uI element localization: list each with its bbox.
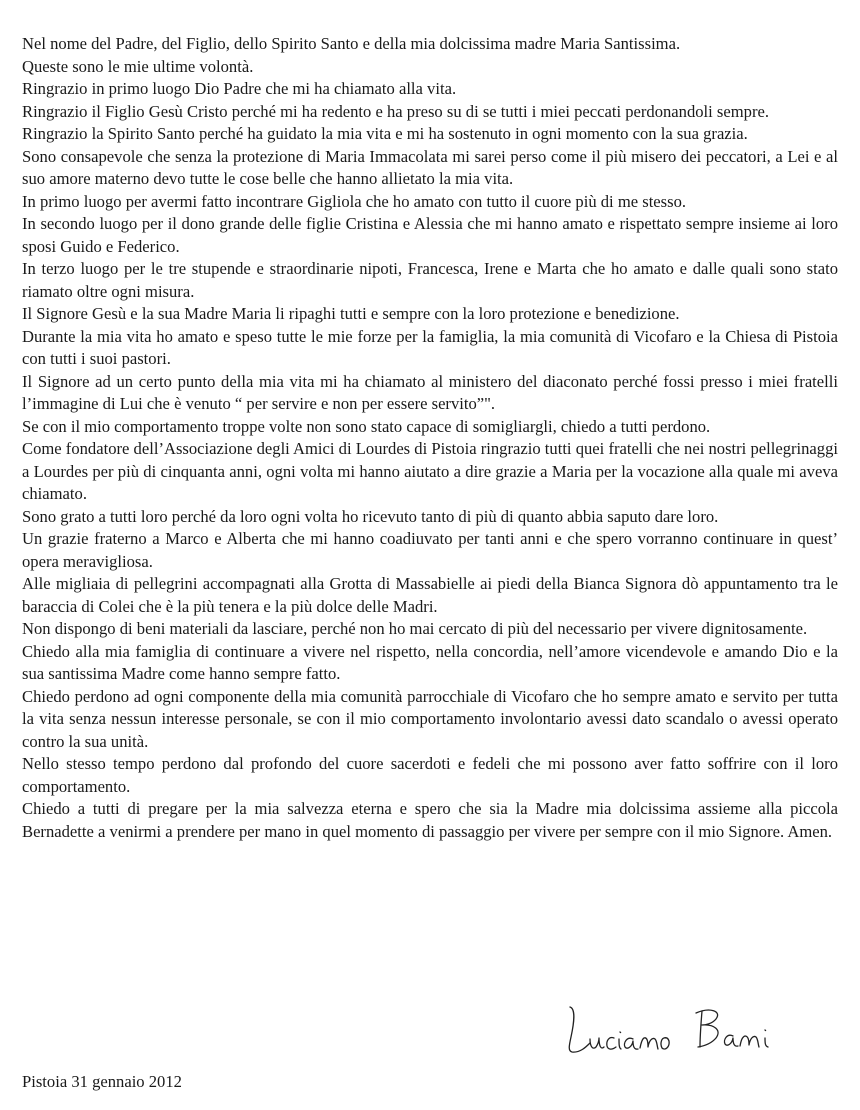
paragraph: Sono grato a tutti loro perché da loro ogni volta ho ricevuto tanto di più di quanto abbia saputo dare loro. (22, 506, 719, 526)
paragraph: Chiedo alla mia famiglia di continuare a vivere nel rispetto, nella concordia, nell’amore vicendevole e amando Dio e la sua santissima Madre come hanno sempre fatto. (22, 641, 838, 683)
place-date: Pistoia 31 gennaio 2012 (22, 1072, 182, 1091)
paragraph: In terzo luogo per le tre stupende e straordinarie nipoti, Francesca, Irene e Marta che ho amato e dalle quali sono stato riamato oltre ogni misura. (22, 259, 838, 301)
paragraph: Chiedo perdono ad ogni componente della mia comunità parrocchiale di Vicofaro che ho sempre amato e servito per tutta la vita senza nessun interesse personale, se con il mio comportamento involontario avessi dato scandalo o avessi operato contro la sua unità. (22, 686, 838, 751)
paragraph: Durante la mia vita ho amato e speso tutte le mie forze per la famiglia, la mia comunità di Vicofaro e la Chiesa di Pistoia con tutti i suoi pastori. (22, 326, 838, 368)
paragraph: Come fondatore dell’Associazione degli Amici di Lourdes di Pistoia ringrazio tutti quei fratelli che nei nostri pellegrinaggi a Lourdes per più di cinquanta anni, ogni volta mi hanno aiutato a dire grazie a Maria per la vocazione alla quale mi aveva chiamato. (22, 439, 838, 503)
paragraph: Ringrazio il Figlio Gesù Cristo perché mi ha redento e ha preso su di se tutti i miei peccati perdonandoli sempre. (22, 101, 769, 121)
paragraph: Alle migliaia di pellegrini accompagnati alla Grotta di Massabielle ai piedi della Bianca Signora dò appuntamento tra le baraccia di Colei che è la più tenera e la più dolce delle Madri. (22, 574, 838, 616)
handwritten-signature (562, 1003, 802, 1059)
paragraph: Nello stesso tempo perdono dal profondo del cuore sacerdoti e fedeli che mi possono aver fatto soffrire con il loro comportamento. (22, 754, 838, 796)
paragraph: Ringrazio la Spirito Santo perché ha guidato la mia vita e mi ha sostenuto in ogni momento con la sua grazia. (22, 124, 748, 143)
document-body (22, 33, 838, 843)
paragraph: In secondo luogo per il dono grande delle figlie Cristina e Alessia che mi hanno amato e rispettato sempre insieme ai loro sposi Guido e Federico. (22, 214, 838, 256)
paragraph: Chiedo a tutti di pregare per la mia salvezza eterna e spero che sia la Madre mia dolcissima assieme alla piccola Bernadette a venirmi a prendere per mano in quel momento di passaggio per vivere per sempre con il mio Signore. Amen. (22, 799, 838, 841)
signature-drawing (562, 1003, 802, 1059)
paragraph: Il Signore ad un certo punto della mia vita mi ha chiamato al ministero del diaconato perché fossi presso i miei fratelli l’immagine di Lui che è venuto “ per servire e non per essere servito”". (22, 371, 838, 413)
paragraph: Il Signore Gesù e la sua Madre Maria li ripaghi tutti e sempre con la loro protezione e benedizione. (22, 304, 680, 323)
paragraph: Queste sono le mie ultime volontà. (22, 56, 254, 76)
paragraph: Un grazie fraterno a Marco e Alberta che mi hanno coadiuvato per tanti anni e che spero vorranno continuare in quest’ opera meravigliosa. (22, 529, 838, 571)
paragraph: Se con il mio comportamento troppe volte non sono stato capace di somigliargli, chiedo a tutti perdono. (22, 416, 711, 436)
paragraph: In primo luogo per avermi fatto incontrare Gigliola che ho amato con tutto il cuore più di me stesso. (22, 191, 687, 211)
paragraph: Non dispongo di beni materiali da lasciare, perché non ho mai cercato di più del necessario per vivere dignitosamente. (22, 619, 808, 638)
paragraph: Nel nome del Padre, del Figlio, dello Spirito Santo e della mia dolcissima madre Maria Santissima. (22, 34, 681, 53)
paragraph: Sono consapevole che senza la protezione di Maria Immacolata mi sarei perso come il più misero dei peccatori, a Lei e al suo amore materno devo tutte le cose belle che hanno allietato la mia vita. (22, 146, 838, 188)
paragraph: Ringrazio in primo luogo Dio Padre che mi ha chiamato alla vita. (22, 79, 457, 98)
